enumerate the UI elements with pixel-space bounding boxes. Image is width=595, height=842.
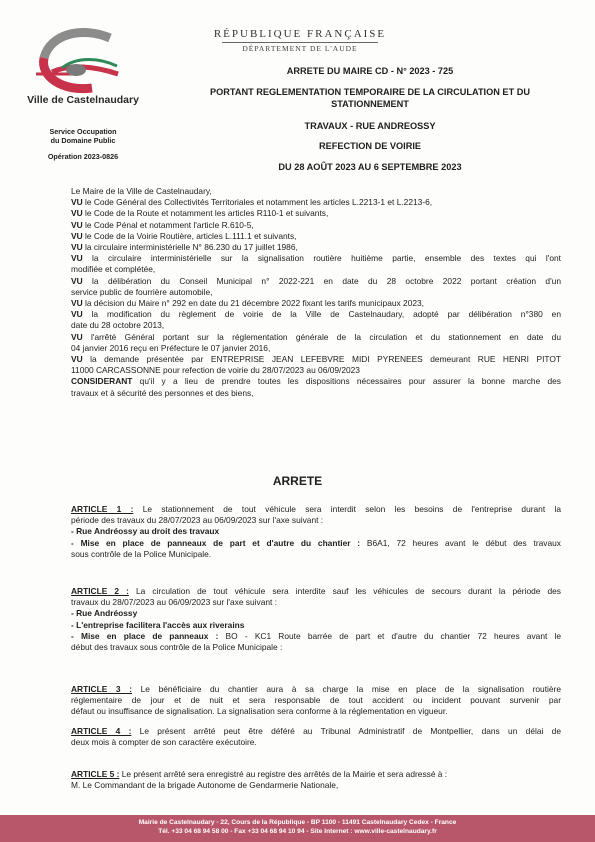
footer-band (0, 815, 595, 842)
vu-11-cont: 11000 CARCASSONNE pour refection de voirie du 28/07/2023 au 06/09/2023 (71, 365, 360, 376)
vu-2: VU le Code de la Route et notamment les articles R110-1 et suivants, (71, 208, 329, 219)
ville-de-castelnaudary-logo (22, 28, 142, 98)
vu-1: VU le Code Général des Collectivités Territoriales et notamment les articles L.2213-1 et L.2213-6, (71, 197, 433, 208)
vu-label: VU (71, 219, 83, 230)
operation-number: Opération 2023-0826 (47, 152, 119, 161)
vu-6-cont: modifiée et complétée, (71, 264, 156, 275)
vu-10-cont: 04 janvier 2016 reçu en Préfecture le 07 janvier 2016, (71, 342, 271, 353)
vu-label: VU (71, 230, 83, 241)
considerant-label: CONSIDERANT (71, 376, 133, 387)
article-2-item-3: - Mise en place de panneaux : (71, 630, 219, 641)
vu-label: VU (71, 197, 83, 208)
article-2-item-1: - Rue Andréossy (71, 608, 138, 619)
title-line3: STATIONNEMENT (331, 99, 409, 109)
vu-11: VU la demande présentée par ENTREPRISE JEAN LEFEBVRE MIDI PYRENEES demeurant RUE HENRI PITOT (71, 354, 561, 365)
article-1-item-1: - Rue Andréossy au droit des travaux (71, 526, 220, 537)
city-name: Ville de Castelnaudary (27, 94, 139, 106)
article-3: ARTICLE 3 : Le bénéficiaire du chantier aura à sa charge la mise en place de la signalisation routière réglementaire de jour et de nuit et sera responsable de tout accident ou incident pouvant survenir par défaut ou insuffisance de signalisation. La signalisation sera conforme à la réglementation en vigueur. (71, 684, 561, 717)
vu-label: VU (71, 208, 83, 219)
vu-7-cont: service public de fourrière automobile, (71, 286, 213, 297)
vu-9: VU la modification du règlement de voirie de la Ville de Castelnaudary, adopté par délibération n°380 en (71, 309, 561, 320)
vu-7: VU la délibération du Conseil Municipal n° 2022-221 en date du 28 octobre 2022 portant création d'un (71, 275, 561, 286)
article-4-label: ARTICLE 4 : (71, 726, 132, 736)
article-2-label: ARTICLE 2 : (71, 586, 129, 596)
article-5-label: ARTICLE 5 : (71, 769, 120, 779)
arrete-number: ARRETE DU MAIRE CD - N° 2023 - 725 (286, 66, 454, 76)
title-refection: REFECTION DE VOIRIE (318, 141, 422, 151)
title-dates: DU 28 AOÛT 2023 AU 6 SEPTEMBRE 2023 (278, 162, 462, 172)
title-line2: PORTANT REGLEMENTATION TEMPORAIRE DE LA CIRCULATION ET DU (209, 87, 530, 97)
vu-9-cont: date du 28 octobre 2013, (71, 320, 165, 331)
header-divider (222, 42, 378, 43)
article-1: ARTICLE 1 : Le stationnement de tout véhicule sera interdit selon les besoins de l'entreprise durant la période des travaux du 28/07/2023 au 06/09/2023 sur l'axe suivant : - Rue Andréossy au droit des travaux - Mise en place de panneaux de part et d'autre du chantier : B6A1, 72 heures avant le début des travaux sous contrôle de la Police Municipale. (71, 504, 562, 559)
vu-5: VU la circulaire interministérielle N° 86.230 du 17 juillet 1986, (71, 242, 298, 253)
vu-label: VU (71, 242, 83, 253)
considerant: CONSIDERANT qu'il y a lieu de prendre toutes les dispositions nécessaires pour assurer la bonne marche des (71, 376, 561, 387)
footer-contact: Tél. +33 04 68 94 58 00 - Fax +33 04 68 94 10 94 - Site Internet : www.ville-castelnaudary.fr (158, 827, 437, 835)
article-5: ARTICLE 5 : Le présent arrêté sera enregistré au registre des arrêtés de la Mairie et sera adressé à : M. Le Commandant de la brigade Autonome de Gendarmerie Nationale, (71, 769, 448, 791)
vu-3: VU le Code Pénal et notamment l'article R.610-5, (71, 219, 254, 230)
article-3-label: ARTICLE 3 : (71, 684, 132, 694)
article-2: ARTICLE 2 : La circulation de tout véhicule sera interdite sauf les véhicules de secours durant la période des travaux du 28/07/2023 au 06/09/2023 sur l'axe suivant : - Rue Andréossy - L'entreprise facilitera l'accès aux riverains - Mise en place de panneaux : BO - KC1 Route barrée de part et d'autre du chantier 72 heures avant le début des travaux sous contrôle de la Police Municipale : (71, 586, 562, 653)
considerant-cont: travaux et à sécurité des personnes et des biens, (71, 387, 254, 398)
vu-4: VU le Code de la Voirie Routière, articles L.111.1 et suivants, (71, 230, 297, 241)
service-line2: du Domaine Public (50, 136, 116, 145)
preamble (71, 186, 561, 399)
vu-6: VU la circulaire interministérielle sur la signalisation routière huitième partie, ensemble des textes qui l'ont (71, 253, 561, 264)
footer-address: Mairie de Castelnaudary - 22, Cours de la République - BP 1100 - 11491 Castelnaudary Cedex - France (138, 819, 457, 826)
article-1-item-2: - Mise en place de panneaux de part et d'autre du chantier : (71, 537, 361, 548)
vu-8: VU la décision du Maire n° 292 en date du 21 décembre 2022 fixant les tarifs municipaux 2023, (71, 298, 424, 309)
article-4: ARTICLE 4 : Le présent arrêté peut être déféré au Tribunal Administratif de Montpellier, dans un délai de deux mois à compter de son caractère exécutoire. (71, 726, 561, 748)
departement: DÉPARTEMENT DE L'AUDE (242, 44, 358, 53)
arrete-heading: ARRETE (272, 474, 323, 488)
vu-10: VU l'arrêté Général portant sur la réglementation générale de la circulation et du stationnement en date du (71, 331, 561, 342)
article-1-label: ARTICLE 1 : (71, 504, 134, 514)
service-line1: Service Occupation (49, 127, 117, 136)
republique-francaise: RÉPUBLIQUE FRANÇAISE (213, 28, 387, 40)
article-2-item-2: - L'entreprise facilitera l'accès aux riverains (71, 619, 245, 630)
title-works: TRAVAUX - RUE ANDREOSSY (304, 121, 436, 131)
intro-line: Le Maire de la Ville de Castelnaudary, (71, 186, 212, 196)
